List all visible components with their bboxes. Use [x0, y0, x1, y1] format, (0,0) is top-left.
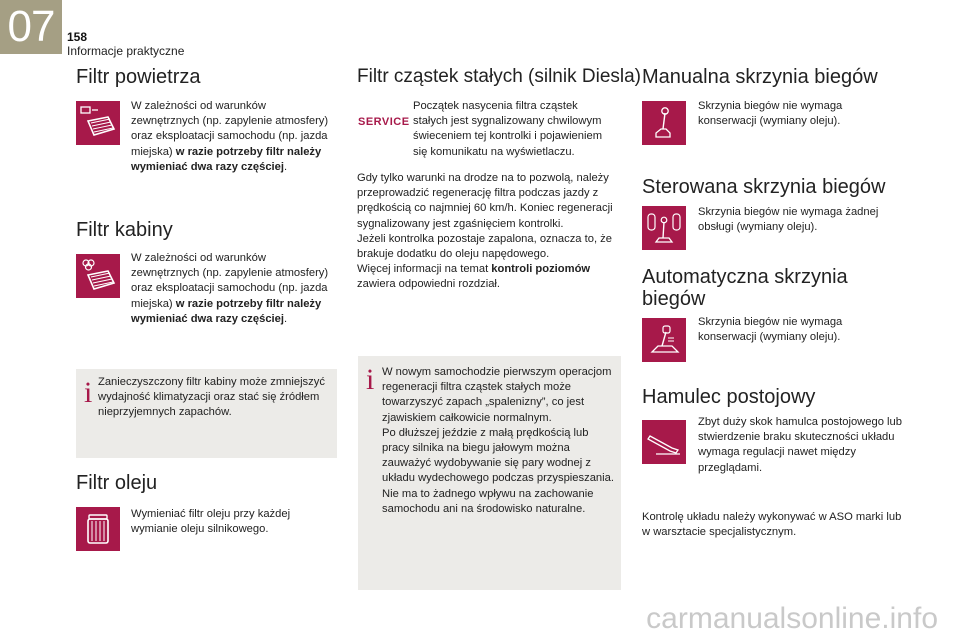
particle-filter-para1: Gdy tylko warunki na drodze na to pozwolą, należy przeprowadzić regenerację filtra podczas jazdy z prędkością co najmniej 60 km/h. Koniec regeneracji sygnalizowany jest zgaśnięciem kontrolki. [357, 172, 613, 230]
watermark: carmanualsonline.info [646, 602, 938, 635]
oil-filter-heading: Filtr oleju [76, 472, 158, 494]
controlled-gearbox-icon [642, 206, 686, 250]
air-filter-icon [76, 101, 120, 145]
manual-gearbox-icon [642, 101, 686, 145]
cabin-filter-note-text: Zanieczyszczony filtr kabiny może zmniejszyć wydajność klimatyzacji oraz stać się źródłem nieprzyjemnych zapachów. [98, 376, 325, 419]
oil-filter-text: Wymieniać filtr oleju przy każdej wymianie oleju silnikowego. [131, 508, 291, 536]
air-filter-heading: Filtr powietrza [76, 66, 201, 88]
cabin-filter-text: W zależności od warunków zewnętrznych (np. zapylenie atmosfery) oraz eksploatacji samochodu (np. jazda miejska) w razie potrzeby filtr należy wymieniać dwa razy częściej. [131, 252, 329, 325]
manual-gearbox-heading: Manualna skrzynia biegów [642, 66, 878, 88]
controlled-gearbox-text: Skrzynia biegów nie wymaga żadnej obsługi (wymiany oleju). [698, 206, 879, 234]
particle-filter-para2: Jeżeli kontrolka pozostaje zapalona, oznacza to, że brakuje dodatku do oleju napędowego. [357, 232, 612, 261]
cabin-filter-heading: Filtr kabiny [76, 219, 173, 241]
parking-brake-heading: Hamulec postojowy [642, 386, 816, 408]
page-number: 158 [67, 30, 88, 44]
manual-gearbox-text: Skrzynia biegów nie wymaga konserwacji (wymiany oleju). [698, 100, 843, 128]
particle-filter-body [357, 171, 619, 293]
particle-filter-intro: Początek nasycenia filtra cząstek stałych jest sygnalizowany chwilowym świeceniem tej kontrolki i pojawieniem się komunikatu na wyświetlaczu. [413, 100, 603, 158]
service-warning-symbol: SERVICE [358, 116, 410, 128]
oil-filter-icon [76, 507, 120, 551]
particle-filter-heading: Filtr cząstek stałych (silnik Diesla) [357, 66, 641, 87]
automatic-gearbox-text: Skrzynia biegów nie wymaga konserwacji (wymiany oleju). [698, 316, 843, 344]
info-icon: i [366, 363, 375, 396]
air-filter-text: W zależności od warunków zewnętrznych (np. zapylenie atmosfery) oraz eksploatacji samochodu (np. jazda miejska) w razie potrzeby filtr należy wymieniać dwa razy częściej. [131, 100, 329, 173]
particle-filter-para3: Więcej informacji na temat kontroli poziomów zawiera odpowiedni rozdział. [357, 263, 591, 291]
parking-brake-footer: Kontrolę układu należy wykonywać w ASO marki lub w warsztacie specjalistycznym. [642, 511, 902, 539]
chapter-number: 07 [0, 0, 62, 54]
cabin-filter-icon [76, 254, 120, 298]
particle-filter-note-text: W nowym samochodzie pierwszym operacjom regeneracji filtra cząstek stałych może towarzyszyć zapach „spalenizny”, co jest zjawiskiem całkowicie normalnym. Po dłuższej jeździe z małą prędkością lub pracy silnika na biegu jałowym można zauważyć wydobywanie się pary wodnej z układu wydechowego podczas przyspieszania. Nie ma to żadnego wpływu na zachowanie samochodu ani na środowisko naturalne. [382, 366, 614, 515]
info-icon: i [84, 376, 93, 409]
automatic-gearbox-heading: Automatyczna skrzynia biegów [642, 266, 848, 310]
parking-brake-icon [642, 420, 686, 464]
automatic-gearbox-icon [642, 318, 686, 362]
section-title: Informacje praktyczne [67, 44, 185, 58]
parking-brake-text: Zbyt duży skok hamulca postojowego lub stwierdzenie braku skuteczności układu wymaga regulacji nawet między przeglądami. [698, 416, 902, 474]
controlled-gearbox-heading: Sterowana skrzynia biegów [642, 176, 886, 198]
